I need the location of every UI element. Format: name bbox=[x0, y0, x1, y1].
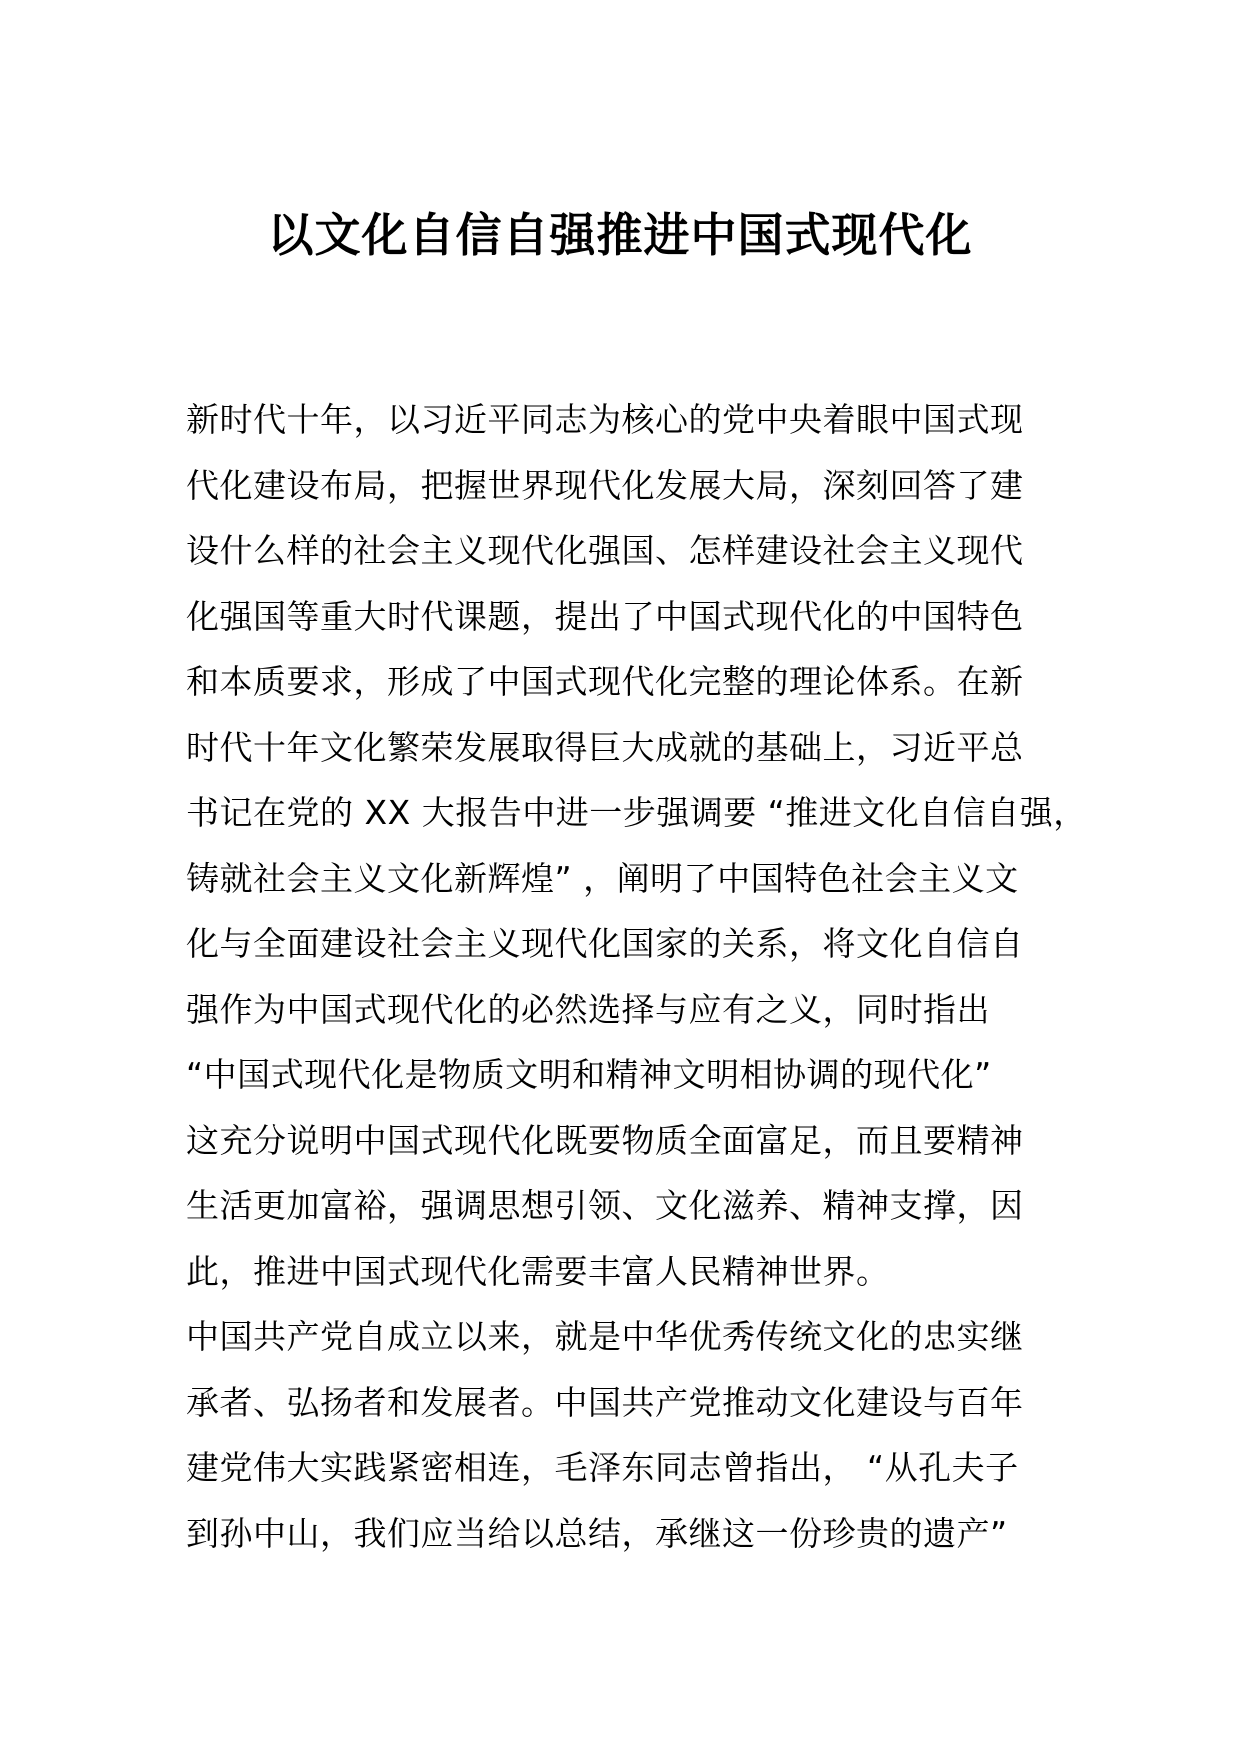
body-line: 时代十年文化繁荣发展取得巨大成就的基础上，习近平总 bbox=[186, 727, 1024, 767]
body-line: 中国共产党自成立以来，就是中华优秀传统文化的忠实继 bbox=[186, 1317, 1024, 1356]
body-line: 此，推进中国式现代化需要丰富人民精神世界。 bbox=[186, 1251, 890, 1291]
body-line: 新时代十年，以习近平同志为核心的党中央着眼中国式现 bbox=[186, 400, 1024, 439]
document-body bbox=[186, 387, 1086, 1566]
body-line: 和本质要求，形成了中国式现代化完整的理论体系。在新 bbox=[186, 662, 1024, 701]
body-line: 这充分说明中国式现代化既要物质全面富足，而且要精神 bbox=[186, 1120, 1024, 1160]
body-line: 到孙中山，我们应当给以总结，承继这一份珍贵的遗产” bbox=[186, 1513, 1008, 1553]
body-line: 代化建设布局，把握世界现代化发展大局，深刻回答了建 bbox=[186, 465, 1024, 505]
body-line: 书记在党的 XX 大报告中进一步强调要 “推进文化自信自强， bbox=[186, 793, 1087, 832]
body-line: 生活更加富裕，强调思想引领、文化滋养、精神支撑，因 bbox=[186, 1186, 1024, 1225]
body-line: 强作为中国式现代化的必然选择与应有之义，同时指出 bbox=[186, 989, 990, 1029]
body-line: 化强国等重大时代课题，提出了中国式现代化的中国特色 bbox=[186, 596, 1024, 636]
body-line: 铸就社会主义文化新辉煌” ，阐明了中国特色社会主义文 bbox=[186, 858, 1019, 898]
body-line: 建党伟大实践紧密相连，毛泽东同志曾指出， “从孔夫子 bbox=[186, 1448, 1019, 1487]
body-line: 承者、弘扬者和发展者。中国共产党推动文化建设与百年 bbox=[186, 1382, 1024, 1422]
body-line: 设什么样的社会主义现代化强国、怎样建设社会主义现代 bbox=[186, 531, 1024, 570]
body-line: “中国式现代化是物质文明和精神文明相协调的现代化” bbox=[186, 1055, 992, 1094]
body-line: 化与全面建设社会主义现代化国家的关系，将文化自信自 bbox=[186, 924, 1024, 963]
document-title: 以文化自信自强推进中国式现代化 bbox=[267, 208, 973, 262]
